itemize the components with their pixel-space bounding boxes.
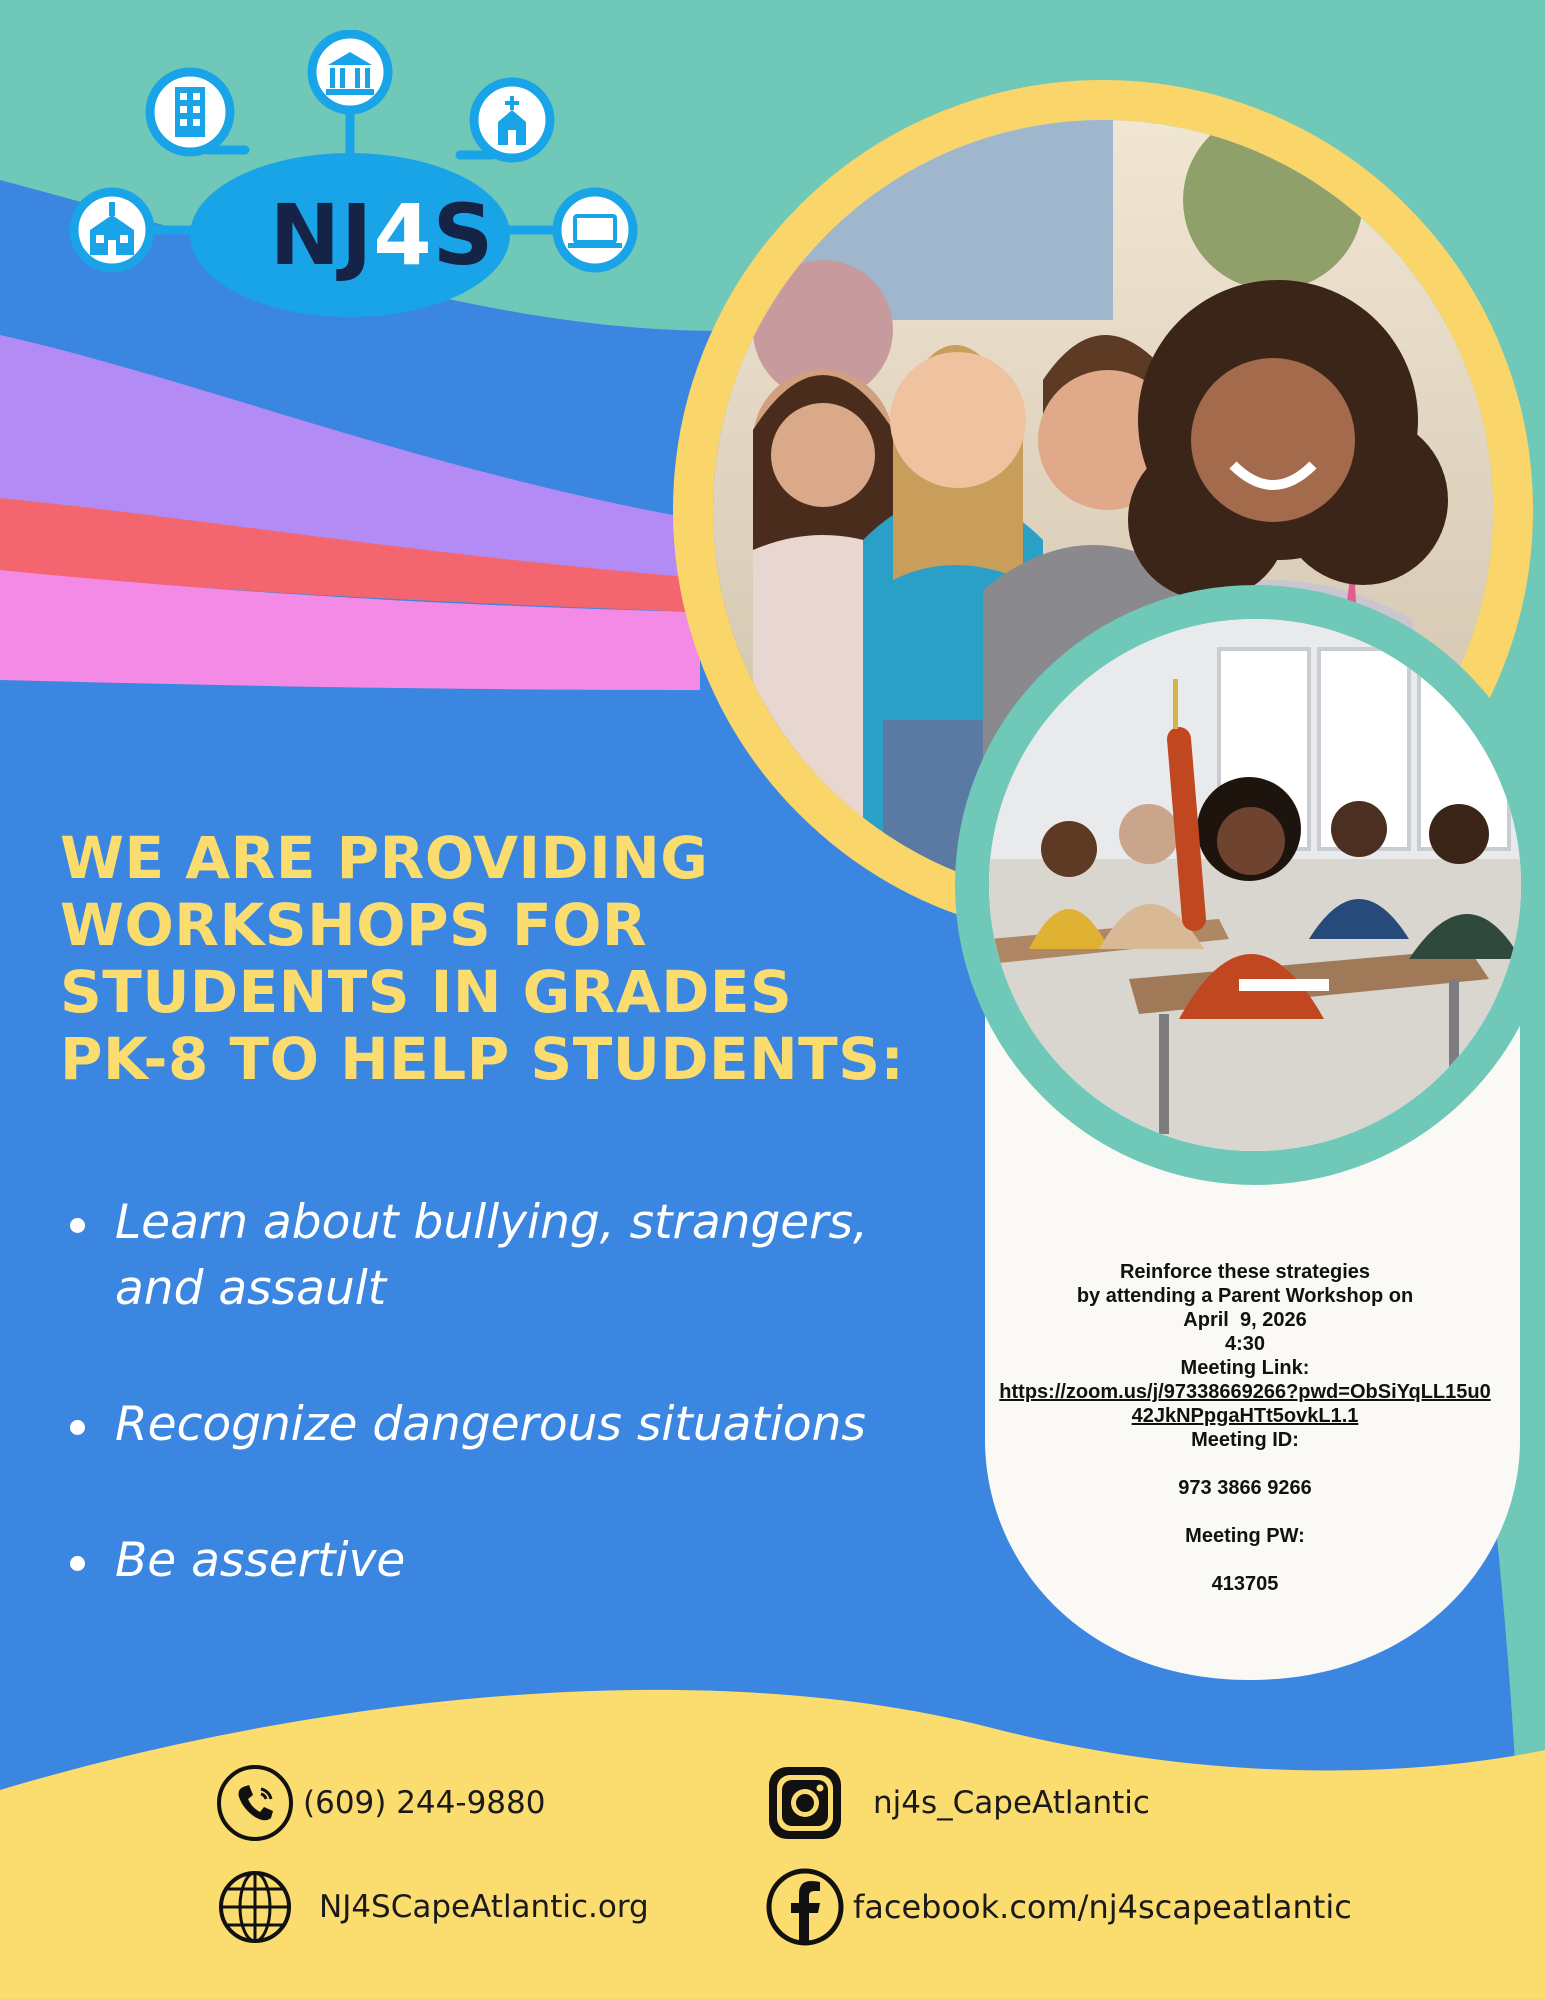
facebook-icon [765, 1867, 845, 1947]
logo-text-4: 4 [373, 186, 433, 284]
info-intro-line-2: by attending a Parent Workshop on [1076, 1285, 1414, 1307]
headline-line-1: WE ARE PROVIDING [60, 824, 709, 892]
church-icon [474, 82, 550, 158]
logo-wordmark [242, 186, 522, 284]
globe-icon [215, 1867, 295, 1947]
meeting-link[interactable]: https://zoom.us/j/97338669266?pwd=ObSiYqLL15u042JkNPpgaHTt5ovkL1.1 [999, 1381, 1491, 1427]
phone-number: (609) 244-9880 [303, 1785, 546, 1821]
facebook-contact[interactable] [765, 1867, 1352, 1947]
instagram-contact[interactable] [765, 1763, 1150, 1843]
workshop-date: April 9, 2026 [1183, 1309, 1307, 1331]
meeting-link-label: Meeting Link: [1180, 1357, 1310, 1379]
workshop-time: 4:30 [1224, 1333, 1266, 1355]
classroom-photo-illustration [989, 619, 1521, 1151]
headline-line-4: PK-8 TO HELP STUDENTS: [60, 1025, 905, 1093]
headline-line-3: STUDENTS IN GRADES [60, 958, 793, 1026]
logo-text-nj: NJ [269, 186, 374, 284]
phone-icon [215, 1763, 295, 1843]
logo-network-graphic [60, 30, 650, 330]
classroom-photo [955, 585, 1545, 1185]
headline [60, 825, 940, 1093]
bullet-be-assertive: Be assertive [60, 1528, 940, 1594]
instagram-handle: nj4s_CapeAtlantic [873, 1785, 1150, 1821]
bullet-recognize-dangerous-situations: Recognize dangerous situations [60, 1392, 940, 1458]
meeting-id-label: Meeting ID: [1191, 1429, 1299, 1451]
meeting-pw-label: Meeting PW: [1185, 1525, 1305, 1547]
headline-line-2: WORKSHOPS FOR [60, 891, 648, 959]
workshop-goals-list [60, 1190, 940, 1664]
spacer [997, 1452, 1493, 1476]
bullet-learn-about-bullying: Learn about bullying, strangers, and assault [60, 1190, 915, 1322]
meeting-id-value: 973 3866 9266 [1178, 1477, 1312, 1499]
laptop-icon [557, 192, 633, 268]
nj4s-logo [60, 30, 650, 330]
instagram-icon [765, 1763, 845, 1843]
spacer [997, 1500, 1493, 1524]
spacer [997, 1548, 1493, 1572]
website-contact[interactable] [215, 1867, 649, 1947]
logo-text-s: S [432, 186, 495, 284]
website-url: NJ4SCapeAtlantic.org [319, 1889, 649, 1925]
building-icon [150, 72, 230, 152]
info-intro-line-1: Reinforce these strategies [1119, 1261, 1371, 1283]
courthouse-icon [312, 34, 388, 110]
meeting-pw-value: 413705 [1211, 1573, 1279, 1595]
phone-contact[interactable] [215, 1763, 545, 1843]
parent-workshop-info [985, 1195, 1505, 1695]
facebook-url: facebook.com/nj4scapeatlantic [853, 1888, 1352, 1926]
school-icon [74, 192, 150, 268]
